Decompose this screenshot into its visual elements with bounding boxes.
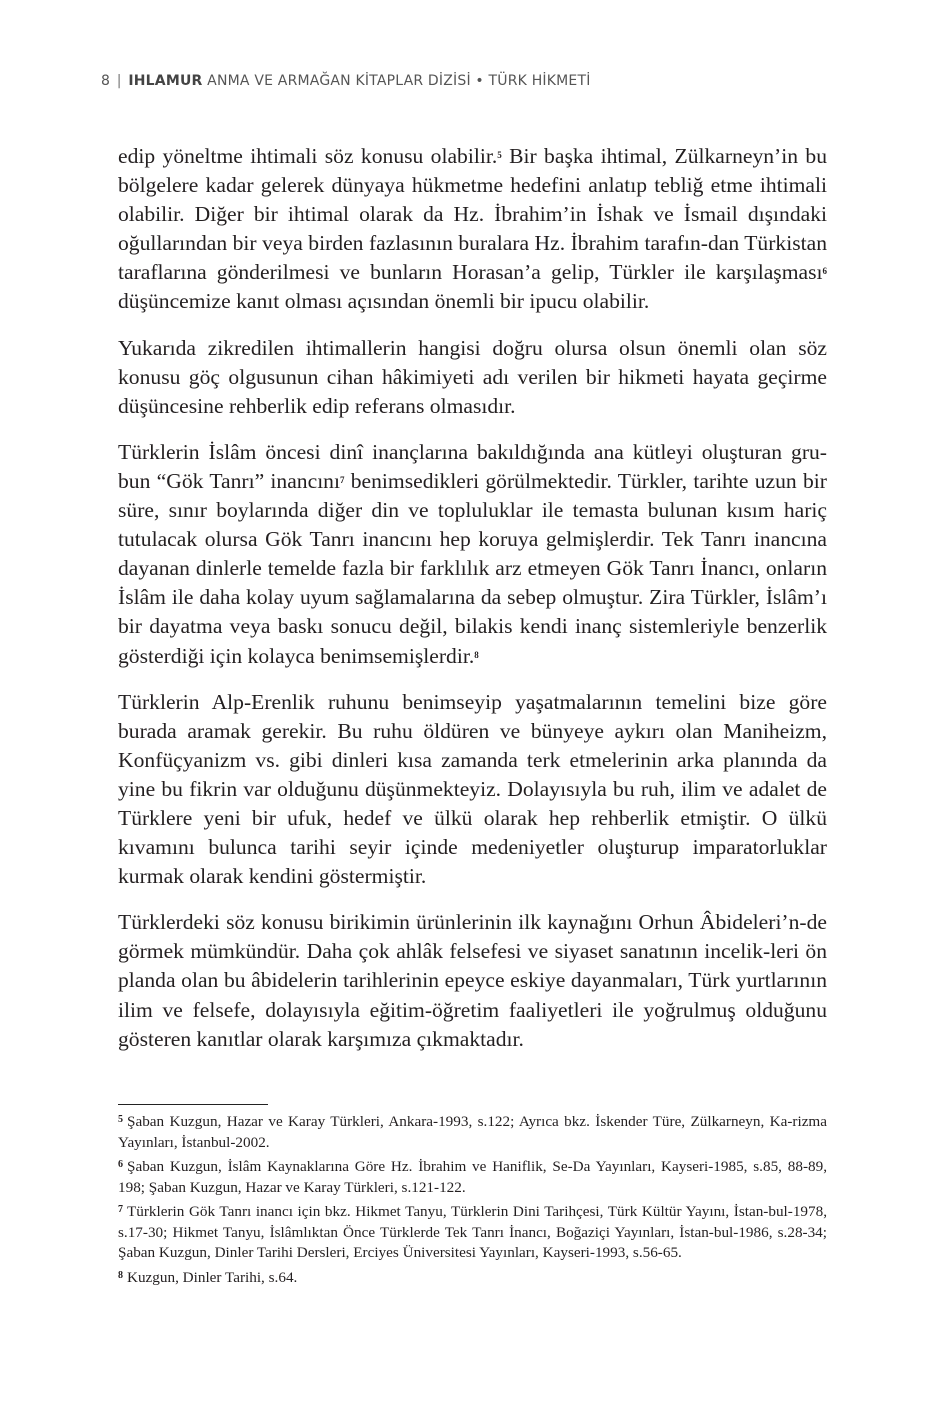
footnote-number: 8 bbox=[118, 1269, 123, 1281]
paragraph-text: edip yöneltme ihtimali söz konusu olabilir. bbox=[118, 144, 498, 168]
paragraph bbox=[118, 438, 827, 671]
footnote-text: Şaban Kuzgun, İslâm Kaynaklarına Göre Hz. İbrahim ve Haniflik, Se-Da Yayınları, Kayseri-1985, s.85, 88-89, 198; Şaban Kuzgun, Hazar ve Karay Türkleri, s.121-122. bbox=[118, 1158, 827, 1196]
footnote-ref[interactable]: 5 bbox=[497, 150, 502, 160]
footnote bbox=[118, 1268, 827, 1289]
paragraph bbox=[118, 688, 827, 892]
paragraph-text: Yukarıda zikredilen ihtimallerin hangisi doğru olursa olsun önemli olan söz konusu göç olgusunun cihan hâkimiyeti adı verilen bir hikmeti hayata geçirme düşüncesine rehberlik edip referans olmasıdır. bbox=[118, 335, 827, 418]
footnote-ref[interactable]: 7 bbox=[339, 474, 345, 485]
paragraph bbox=[118, 142, 827, 317]
footnote bbox=[118, 1112, 827, 1153]
header-separator: | bbox=[116, 73, 122, 89]
footnote bbox=[118, 1157, 827, 1198]
footnote-text: Kuzgun, Dinler Tarihi, s.64. bbox=[127, 1268, 298, 1286]
footnote-text: Şaban Kuzgun, Hazar ve Karay Türkleri, Ankara-1993, s.122; Ayrıca bkz. İskender Türe, Zülkarneyn, Ka-rizma Yayınları, İstanbul-2002. bbox=[118, 1113, 827, 1151]
footnote bbox=[118, 1202, 827, 1264]
series-title: ANMA VE ARMAĞAN KİTAPLAR DİZİSİ • TÜRK HİKMETİ bbox=[207, 73, 591, 89]
footnote-ref[interactable]: 8 bbox=[474, 649, 479, 660]
page-number: 8 bbox=[101, 73, 111, 89]
footnote-number: 7 bbox=[118, 1204, 123, 1215]
footnotes bbox=[118, 1112, 827, 1292]
footnote-ref[interactable]: 6 bbox=[822, 266, 827, 277]
footnote-divider bbox=[118, 1104, 268, 1105]
footnote-number: 6 bbox=[118, 1159, 123, 1170]
paragraph-text: Bir başka ihtimal, Zülkarneyn’in bu bölgelere kadar gelerek dünyaya hükmetme hedefini anlatıp tebliğ etme ihtimali olabilir. Diğer bir ihtimal olarak da Hz. İbrahim’in İshak ve İsmail dışındaki oğullarından bir veya birden fazlasının buralara Hz. İbrahim tarafın-dan Türkistan taraflarına gönderilmesi ve bunların Horasan’a gelip, Türkler ile karşılaşması bbox=[118, 144, 827, 285]
footnote-text: Türklerin Gök Tanrı inancı için bkz. Hikmet Tanyu, Türklerin Dini Tarihçesi, Türk Kültür Yayını, İstan-bul-1978, s.17-30; Hikmet Tanyu, İslâmlıktan Önce Türklerde Tek Tanrı İnancı, Boğaziçi Yayınları, İstan-bul-1986, s.28-34; Şaban Kuzgun, Dinler Tarihi Dersleri, Erciyes Üniversitesi Yayınları, Kayseri-1993, s.56-65. bbox=[118, 1203, 827, 1261]
footnote-number: 5 bbox=[118, 1114, 123, 1125]
body-text bbox=[118, 142, 827, 1071]
paragraph bbox=[118, 334, 827, 421]
paragraph-text: Türklerdeki söz konusu birikimin ürünlerinin ilk kaynağını Orhun Âbideleri’n-de görmek mümkündür. Daha çok ahlâk felsefesi ve siyaset sanatının incelik-leri ön planda olan bu âbidelerin tarihlerinin epeyce eskiye dayanmaları, Türk yurtlarının ilim ve felsefe, dolayısıyla eğitim-öğretim faaliyetleri ile yoğrulmuş olduğunu gösteren kanıtlar olarak karşımıza çıkmaktadır. bbox=[118, 910, 827, 1051]
running-header bbox=[101, 73, 591, 89]
paragraph-text: Türklerin Alp-Erenlik ruhunu benimseyip yaşatmalarının temelini bize göre burada aramak gerekir. Bu ruhu öldüren ve bünyeye aykırı olan Maniheizm, Konfüçyanizm vs. gibi dinleri kısa zamanda terk etmelerinin arka planında da yine bu fikrin var olduğunu düşünmekteyiz. Dolayısıyla bu ruh, ilim ve adalet de Türklere yeni bir ufuk, hedef ve ülkü olarak hep rehberlik etmiştir. O ülkü kıvamını bulunca tarihi seyir içinde medeniyetler oluşturup imparatorluklar kurmak olarak kendini göstermiştir. bbox=[118, 689, 827, 889]
paragraph-text: düşüncemize kanıt olması açısından önemli bir ipucu olabilir. bbox=[118, 289, 650, 314]
paragraph-text: Türklerin İslâm öncesi dinî inançlarına bakıldığında ana kütleyi oluşturan gru-bun “Gök Tanrı” inancını bbox=[118, 439, 827, 493]
paragraph-text: benimsedikleri görülmektedir. Türkler, tarihte uzun bir süre, sınır boylarında diğer din ve topluluklar ile temasta bulunan kısım hariç tutulacak olursa Gök Tanrı inancını hep koruya gelmişlerdir. Tek Tanrı inancına dayanan dinlerle temelde fazla bir farklılık arz etmeyen Gök Tanrı İnancı, onların İslâm ile daha kolay uyum sağlamalarına da sebep olmuştur. Zira Türkler, İslâm’ı bir dayatma veya baskı sonucu değil, bilakis kendi inanç sistemleriyle benzerlik gösterdiği için kolayca benimsemişlerdir. bbox=[118, 468, 827, 668]
paragraph bbox=[118, 908, 827, 1053]
publisher-brand: IHLAMUR bbox=[128, 73, 203, 89]
